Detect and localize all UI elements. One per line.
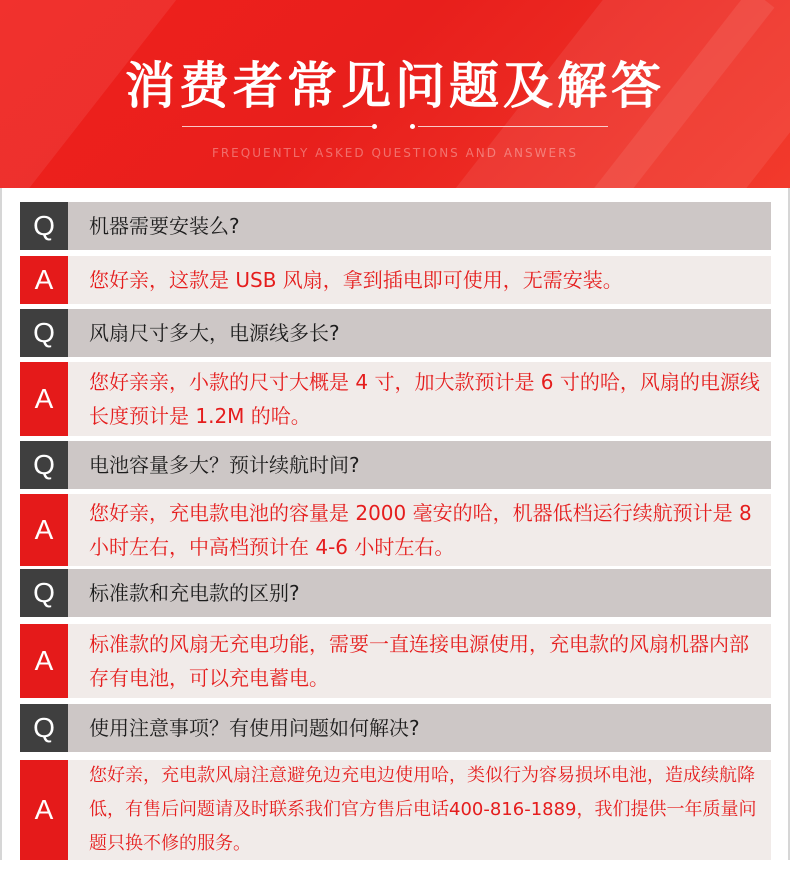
- question-text: 电池容量多大？预计续航时间?: [89, 453, 360, 477]
- question-badge: Q: [20, 309, 68, 357]
- answer-text: 您好亲，充电款电池的容量是 2000 毫安的哈，机器低档运行续航预计是 8 小时左右，中高档预计在 4-6 小时左右。: [89, 501, 752, 559]
- question-badge: Q: [20, 202, 68, 250]
- answer-badge: A: [20, 256, 68, 304]
- page-subtitle: FREQUENTLY ASKED QUESTIONS AND ANSWERS: [211, 146, 579, 160]
- faq-answer-3: [20, 494, 771, 566]
- question-text: 机器需要安装么?: [89, 214, 240, 238]
- answer-text: 您好亲，这款是 USB 风扇，拿到插电即可使用，无需安装。: [89, 268, 623, 292]
- faq-question-3: [20, 441, 771, 489]
- header-banner: [0, 0, 790, 188]
- page-title: 消费者常见问题及解答: [125, 57, 665, 115]
- title-divider-right: [418, 126, 608, 127]
- divider-dot: [410, 124, 415, 129]
- faq-answer-2: [20, 362, 771, 436]
- question-badge: Q: [20, 441, 68, 489]
- divider-dot: [372, 124, 377, 129]
- faq-question-4: [20, 569, 771, 617]
- faq-question-1: [20, 202, 771, 250]
- question-text: 标准款和充电款的区别?: [89, 581, 300, 605]
- answer-badge: A: [20, 624, 68, 698]
- answer-text: 标准款的风扇无充电功能，需要一直连接电源使用，充电款的风扇机器内部存有电池，可以充电蓄电。: [89, 632, 749, 690]
- question-badge: Q: [20, 704, 68, 752]
- question-text: 风扇尺寸多大，电源线多长?: [89, 321, 340, 345]
- answer-badge: A: [20, 760, 68, 860]
- question-text: 使用注意事项？有使用问题如何解决?: [89, 716, 420, 740]
- answer-badge: A: [20, 494, 68, 566]
- faq-question-2: [20, 309, 771, 357]
- faq-answer-4: [20, 624, 771, 698]
- title-divider-left: [182, 126, 372, 127]
- answer-text: 您好亲，充电款风扇注意避免边充电边使用哈，类似行为容易损坏电池，造成续航降低，有售后问题请及时联系我们官方售后电话400-816-1889，我们提供一年质量问题只换不修的服务。: [89, 765, 757, 854]
- question-badge: Q: [20, 569, 68, 617]
- answer-text: 您好亲亲，小款的尺寸大概是 4 寸，加大款预计是 6 寸的哈，风扇的电源线长度预计是 1.2M 的哈。: [89, 370, 760, 428]
- faq-answer-5: [20, 760, 771, 860]
- faq-question-5: [20, 704, 771, 752]
- panel-border-left: [0, 188, 2, 860]
- answer-badge: A: [20, 362, 68, 436]
- faq-answer-1: [20, 256, 771, 304]
